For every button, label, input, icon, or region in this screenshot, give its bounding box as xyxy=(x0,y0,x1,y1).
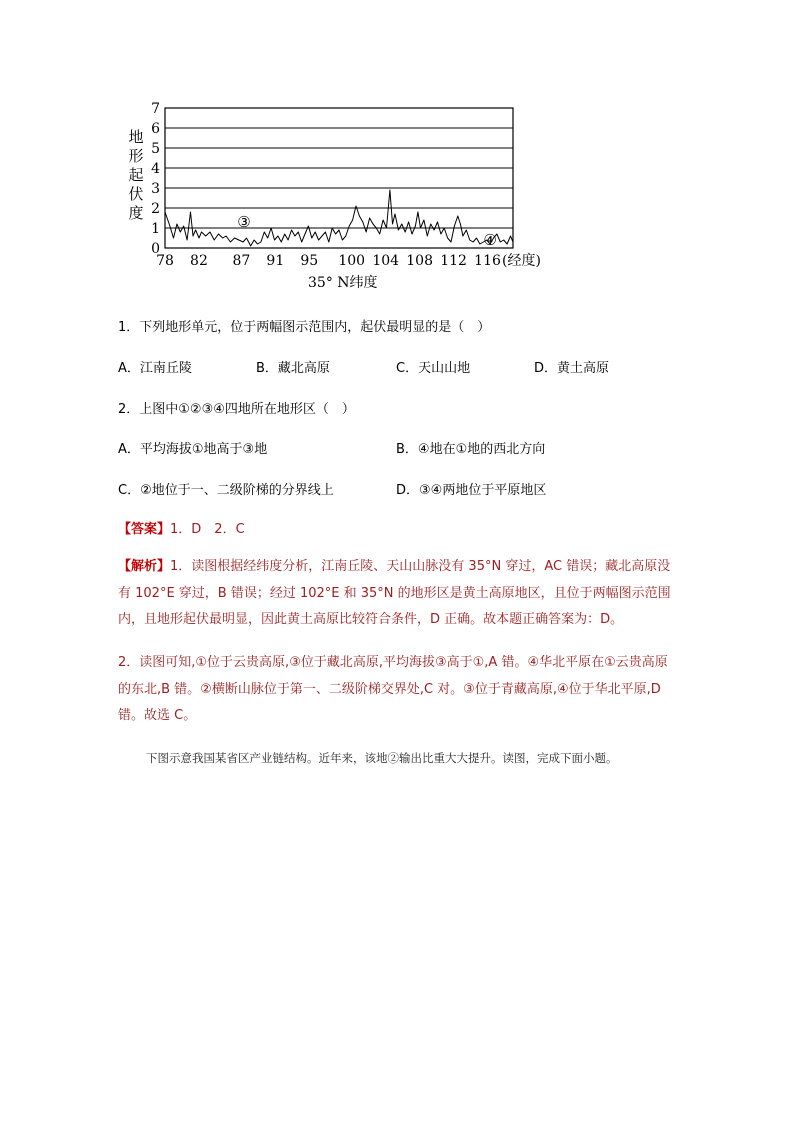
y-tick-label: 3 xyxy=(151,181,160,197)
y-tick-label: 0 xyxy=(151,241,160,257)
y-tick-label: 6 xyxy=(151,121,160,137)
y-tick-label: 7 xyxy=(151,101,160,117)
y-tick-label: 4 xyxy=(151,161,160,177)
relief-series-line xyxy=(165,190,513,246)
analysis-paragraph-1 xyxy=(118,554,680,634)
x-tick-label: 108 xyxy=(406,253,434,269)
y-tick-label: 5 xyxy=(151,141,160,157)
x-tick-label: 82 xyxy=(190,253,208,269)
q2-option-b: B．④地在①地的西北方向 xyxy=(396,442,546,457)
answer-tag: 【答案】 xyxy=(118,522,171,537)
x-unit-label: (经度) xyxy=(502,253,541,269)
x-tick-label: 91 xyxy=(266,253,285,269)
q1-option-d: D．黄土高原 xyxy=(534,361,610,376)
x-tick-label: 78 xyxy=(156,253,174,269)
chart-series xyxy=(165,190,513,246)
annotation-label: ④ xyxy=(483,231,497,249)
q2-option-d: D．③④两地位于平原地区 xyxy=(396,483,547,498)
x-tick-label: 100 xyxy=(338,253,366,269)
analysis-tag: 【解析】 xyxy=(118,559,171,574)
q1-option-a: A．江南丘陵 xyxy=(118,361,192,376)
x-tick-label: 104 xyxy=(372,253,400,269)
x-axis-title: 35° N纬度 xyxy=(308,275,378,291)
q1-option-c: C．天山山地 xyxy=(396,361,471,376)
question-1-stem: 1．下列地形单元，位于两幅图示范围内，起伏最明显的是（ ） xyxy=(118,320,491,335)
question-2-stem: 2．上图中①②③④四地所在地形区（ ） xyxy=(118,402,355,417)
x-tick-label: 112 xyxy=(440,253,467,269)
chart-annotations xyxy=(237,213,497,249)
terrain-relief-chart xyxy=(118,95,558,295)
q2-option-c: C．②地位于一、二级阶梯的分界线上 xyxy=(118,483,334,498)
q2-option-a: A．平均海拔①地高于③地 xyxy=(118,442,268,457)
y-tick-labels xyxy=(151,101,160,257)
answer-value: 1．D 2．C xyxy=(170,522,245,537)
y-tick-label: 1 xyxy=(151,221,160,237)
x-tick-label: 95 xyxy=(300,253,319,269)
x-tick-label: 116 xyxy=(474,253,501,269)
x-tick-label: 87 xyxy=(232,253,251,269)
y-tick-label: 2 xyxy=(151,201,160,217)
annotation-label: ③ xyxy=(237,213,251,231)
answer-line xyxy=(118,518,245,537)
q1-option-b: B．藏北高原 xyxy=(256,361,330,376)
analysis-text-1: 1．读图根据经纬度分析，江南丘陵、天山山脉没有 35°N 穿过，AC 错误；藏北高原没有 102°E 穿过，B 错误；经过 102°E 和 35°N 的地形区是黄土高原地区，且位于两幅图示范围内，且地形起伏最明显，因此黄土高原比较符合条件，D 正确。故本题正确答案为：D。 xyxy=(118,559,671,627)
next-question-intro: 下图示意我国某省区产业链结构。近年来，该地②输出比重大大提升。读图，完成下面小题。 xyxy=(146,751,618,765)
y-axis-title: 地形起伏度 xyxy=(128,128,144,222)
x-tick-labels xyxy=(156,253,501,269)
analysis-paragraph-2: 2．读图可知,①位于云贵高原,③位于藏北高原,平均海拔③高于①,A 错。④华北平原在①云贵高原的东北,B 错。②横断山脉位于第一、二级阶梯交界处,C 对。③位于青藏高原,④位于华北平原,D 错。故选 C。 xyxy=(118,655,668,723)
